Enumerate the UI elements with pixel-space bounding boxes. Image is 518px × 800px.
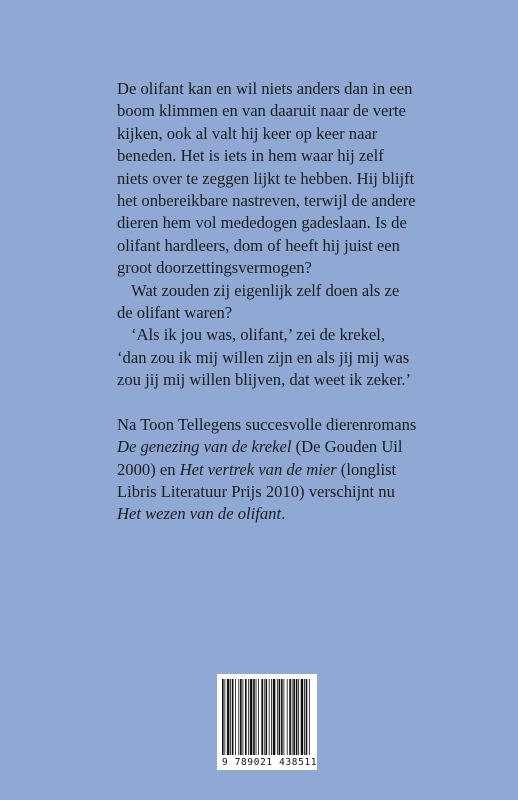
barcode-bar [301, 679, 303, 755]
barcode-bar [273, 679, 275, 755]
barcode-bar [309, 679, 310, 755]
barcode-bar [250, 679, 252, 755]
blurb-text: (longlist Libris Literatuur Prijs 2010) verschijnt nu [117, 459, 397, 501]
barcode-bar [281, 679, 283, 755]
barcode-bar [296, 679, 298, 755]
barcode-bar [227, 679, 229, 755]
blurb-paragraph-1: De olifant kan en wil niets anders dan in een boom klimmen en van daaruit naar de verte kijken, ook al valt hij keer op keer naar beneden. Het is iets in hem waar hij zelf niets over te zeggen lijkt te hebben. Hij blijft het onbereikbare nastreven, terwijl de andere dieren hem vol mededogen gadeslaan. Is de olifant hardleers, dom of heeft hij juist een groot doorzettingsvermogen? [117, 79, 416, 278]
barcode-bar [243, 679, 244, 755]
barcode-bar [306, 679, 308, 755]
isbn-barcode [217, 674, 317, 770]
blurb-paragraph-3: ‘Als ik jou was, olifant,’ zei de krekel, ‘dan zou ik mij willen zijn en als jij mij was zou jij mij willen blijven, dat weet ik zeker.’ [117, 325, 411, 390]
back-cover-blurb [117, 78, 417, 526]
barcode-bar [271, 679, 272, 755]
blurb-text: Na Toon Tellegens succesvolle dierenromans [117, 414, 417, 434]
isbn-digits: 9 789021 438511 [222, 757, 318, 768]
barcode-bar [258, 679, 259, 755]
barcode-bar [284, 679, 285, 755]
barcode-bar [256, 679, 257, 755]
barcode-bar [269, 679, 270, 755]
barcode-bar [265, 679, 267, 755]
barcode-bar [292, 679, 293, 755]
blurb-text: (De Gouden Uil 2000) en [117, 437, 403, 479]
barcode-bar [287, 679, 288, 755]
barcode-bar [235, 679, 236, 755]
barcode-bar [238, 679, 239, 755]
barcode-bar [232, 679, 234, 755]
blurb-paragraph-2: Wat zouden zij eigenlijk zelf doen als ze de olifant waren? [117, 280, 400, 323]
barcode-bar [230, 679, 231, 755]
barcode-bar [293, 679, 295, 755]
barcode-bar [240, 679, 242, 755]
barcode-bar [245, 679, 247, 755]
barcode-bars [222, 679, 312, 755]
barcode-bar [277, 679, 278, 755]
barcode-bar [253, 679, 255, 755]
barcode-bar [289, 679, 291, 755]
barcode-bar [222, 679, 224, 755]
barcode-bar [248, 679, 249, 755]
barcode-bar [304, 679, 305, 755]
barcode-bar [298, 679, 299, 755]
book-title-mier: Het vertrek van de mier [179, 459, 337, 479]
barcode-bar [261, 679, 263, 755]
blurb-text: . [281, 504, 286, 524]
barcode-bar [224, 679, 225, 755]
barcode-bar [264, 679, 265, 755]
book-title-olifant: Het wezen van de olifant [117, 504, 282, 524]
barcode-bar [279, 679, 281, 755]
blurb-paragraph-4 [117, 414, 417, 526]
book-title-krekel: De genezing van de krekel [117, 437, 292, 457]
